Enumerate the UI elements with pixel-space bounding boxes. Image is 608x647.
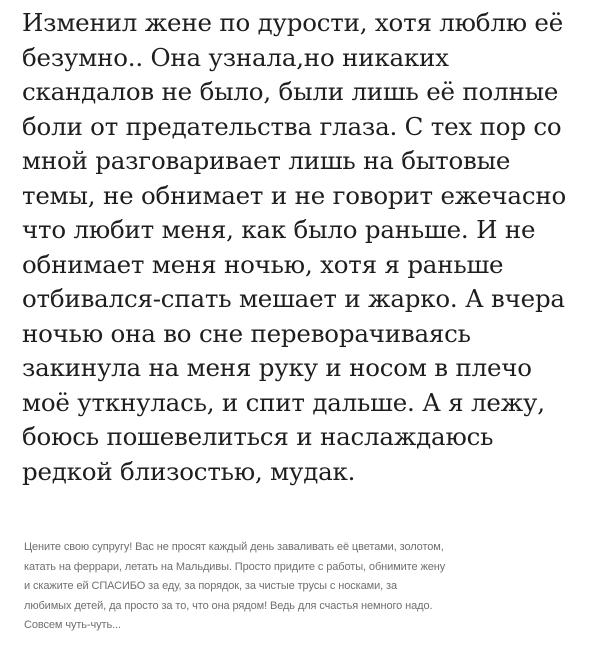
story-line: закинула на меня руку и носом в плечо xyxy=(22,353,532,382)
caption-line: катать на феррари, летать на Мальдивы. Просто придите с работы, обнимите жену xyxy=(24,560,446,573)
caption-line: Совсем чуть-чуть... xyxy=(24,619,121,631)
story-line: боюсь пошевелиться и наслаждаюсь xyxy=(22,422,494,451)
story-line: скандалов не было, были лишь её полные xyxy=(22,77,559,106)
story-line: редкой близостью, мудак. xyxy=(22,456,356,486)
story-line: мной разговаривает лишь на бытовые xyxy=(22,146,511,175)
story-line: обнимает меня ночью, хотя я раньше xyxy=(22,249,504,279)
story-line: ночью она во сне переворачиваясь xyxy=(22,318,471,348)
caption-line: и скажите ей СПАСИБО за еду, за порядок, за чистые трусы с носками, за xyxy=(24,580,397,592)
story-line: Изменил жене по дурости, хотя люблю её xyxy=(22,8,564,37)
caption-line: Цените свою супругу! Вас не просят каждый день заваливать её цветами, золотом, xyxy=(24,541,444,553)
story-line: что любит меня, как было раньше. И не xyxy=(22,215,536,244)
story-line: боли от предательства глаза. С тех пор со xyxy=(22,111,562,141)
story-line: моё уткнулась, и спит дальше. А я лежу, xyxy=(22,387,545,417)
caption-line: любимых детей, да просто за то, что она рядом! Ведь для счастья немного надо. xyxy=(24,599,433,612)
caption-text xyxy=(24,538,594,636)
story-line: безумно.. Она узнала,но никаких xyxy=(22,42,449,72)
story-line: темы, не обнимает и не говорит ежечасно xyxy=(22,180,567,210)
story-line: отбивался-спать мешает и жарко. А вчера xyxy=(22,284,565,313)
story-text xyxy=(22,6,602,489)
